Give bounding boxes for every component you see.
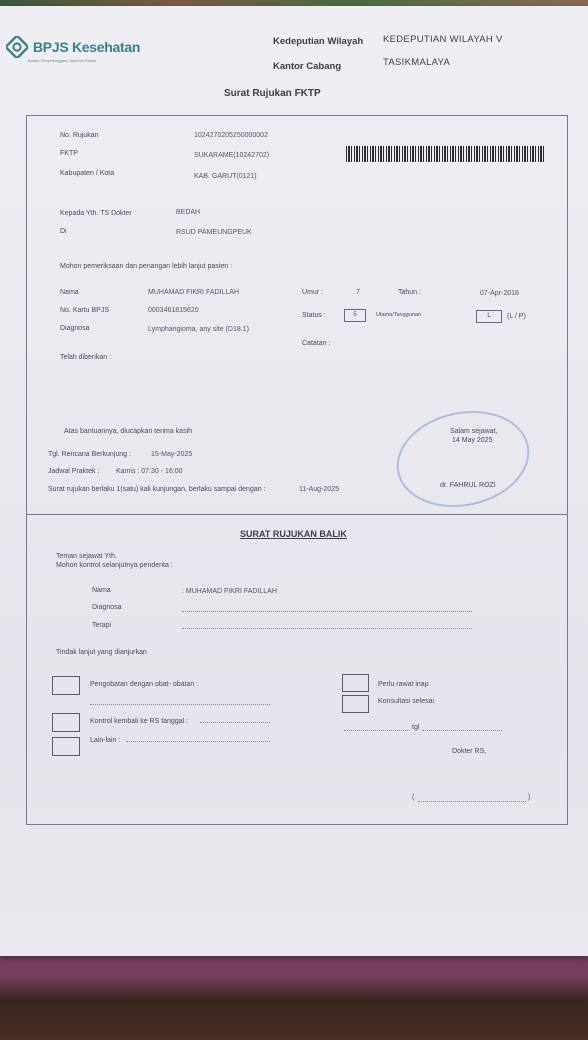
cabang-value: TASIKMALAYA: [383, 57, 451, 68]
nama-label: Nama: [60, 289, 79, 296]
opt-konsultasi-label: Konsultasi selesai: [378, 698, 435, 705]
salam-date: 14 May 2025: [452, 437, 493, 444]
gender-box: L: [476, 310, 502, 323]
gender-legend: (L / P): [507, 313, 526, 320]
section-divider: [26, 514, 568, 515]
wilayah-value: KEDEPUTIAN WILAYAH V: [383, 34, 503, 45]
tahun-label: Tahun :: [398, 289, 421, 296]
thanks-text: Atas bantuannya, diucapkan terima kasih: [64, 428, 193, 435]
umur-value: 7: [356, 289, 360, 296]
wilayah-label: Kedeputian Wilayah: [273, 36, 364, 47]
salam-text: Salam sejawat,: [450, 428, 498, 435]
kartu-value: 0003461815620: [148, 307, 199, 314]
kab-label: Kabupaten / Kota: [60, 170, 115, 177]
opt-pengobatan-label: Pengobatan dengan obat- obatan :: [90, 681, 199, 688]
status-desc: Utama/Tanggunan: [376, 312, 421, 318]
signature-line: [418, 801, 526, 802]
barcode: [346, 146, 544, 162]
checkbox-pengobatan[interactable]: [52, 676, 80, 695]
fktp-label: FKTP: [60, 150, 78, 157]
valid-text: Surat rujukan berlaku 1(satu) kali kunjungan, berlaku sampai dengan :: [48, 486, 266, 493]
doctor-name: dr. FAHRUL ROZI: [440, 482, 496, 489]
terapi-fill-line: [182, 628, 472, 629]
catatan-label: Catatan :: [302, 340, 331, 347]
status-box: 5: [344, 309, 366, 322]
balik-diagnosa-label: Diagnosa: [92, 604, 122, 611]
sign-close: ): [528, 794, 531, 801]
logo-brand: BPJS Kesehatan: [33, 39, 141, 55]
diagnosa-label: Diagnosa: [60, 325, 90, 332]
kontrol-fill-line: [200, 722, 270, 723]
request-text: Mohon pemeriksaan dan penangan lebih lanjut pasien :: [60, 263, 233, 270]
dokter-label: Dokter RS,: [452, 748, 487, 755]
rencana-label: Tgl. Rencana Berkunjung :: [48, 451, 131, 458]
no-rujukan-label: No. Rujukan: [60, 132, 99, 139]
checkbox-konsultasi-selesai[interactable]: [342, 695, 369, 713]
tgl-label: tgl: [412, 724, 420, 731]
telah-label: Telah diberikan :: [60, 354, 111, 361]
valid-value: 11-Aug-2025: [299, 486, 339, 493]
no-rujukan-value: 1024270205250000002: [194, 132, 268, 139]
nama-value: MUHAMAD FIKRI FADILLAH: [148, 289, 240, 296]
tindak-label: Tindak lanjut yang dianjurkan: [56, 649, 147, 656]
tahun-value: 07-Apr-2018: [480, 290, 519, 297]
status-label: Status :: [302, 312, 326, 319]
kartu-label: No. Kartu BPJS: [60, 307, 110, 314]
balik-nama-label: Nama: [92, 587, 111, 594]
kab-value: KAB. GARUT(0121): [194, 173, 257, 180]
fktp-value: SUKARAME(10242702): [194, 152, 270, 159]
opt-lain-label: Lain-lain :: [90, 737, 121, 744]
jadwal-label: Jadwal Praktek :: [48, 468, 100, 475]
logo-subtitle: Badan Penyelenggara Jaminan Sosial: [28, 58, 96, 63]
balik-nama-value: : MUHAMAD FIKRI FADILLAH: [182, 588, 277, 595]
place-fill-line: [344, 730, 410, 731]
bpjs-logo: [6, 36, 140, 58]
balik-greeting: Teman sejawat Yth.: [56, 553, 117, 560]
jadwal-value: Kamis : 07:30 - 16:00: [116, 468, 183, 475]
cabang-label: Kantor Cabang: [273, 61, 342, 72]
diagnosa-value: Lymphangioma, any site (D18.1): [148, 326, 249, 333]
kepada-value: BEDAH: [176, 209, 201, 216]
sign-open: (: [412, 794, 415, 801]
checkbox-kontrol[interactable]: [52, 713, 80, 732]
balik-title: SURAT RUJUKAN BALIK: [240, 529, 347, 539]
kepada-label: Kepada Yth. TS Dokter: [60, 210, 132, 217]
opt-rawat-label: Perlu rawat inap: [378, 681, 429, 688]
di-value: RSUD PAMEUNGPEUK: [176, 229, 252, 236]
lain-fill-line: [126, 741, 270, 742]
umur-label: Umur :: [302, 289, 323, 296]
checkbox-rawat-inap[interactable]: [342, 674, 369, 692]
balik-terapi-label: Terapi: [92, 622, 112, 629]
tgl-fill-line: [422, 730, 502, 731]
checkbox-lain-lain[interactable]: [52, 737, 80, 756]
balik-request: Mohon kontrol selanjutnya penderita :: [56, 562, 173, 569]
bpjs-emblem-icon: [6, 36, 28, 58]
diagnosa-fill-line: [182, 611, 472, 612]
rencana-value: 15-May-2025: [151, 451, 193, 458]
di-label: Di: [60, 228, 67, 235]
document-title: Surat Rujukan FKTP: [224, 88, 321, 99]
opt-kontrol-label: Kontrol kembali ke RS tanggal :: [90, 718, 189, 725]
pengobatan-fill-line: [90, 704, 270, 705]
